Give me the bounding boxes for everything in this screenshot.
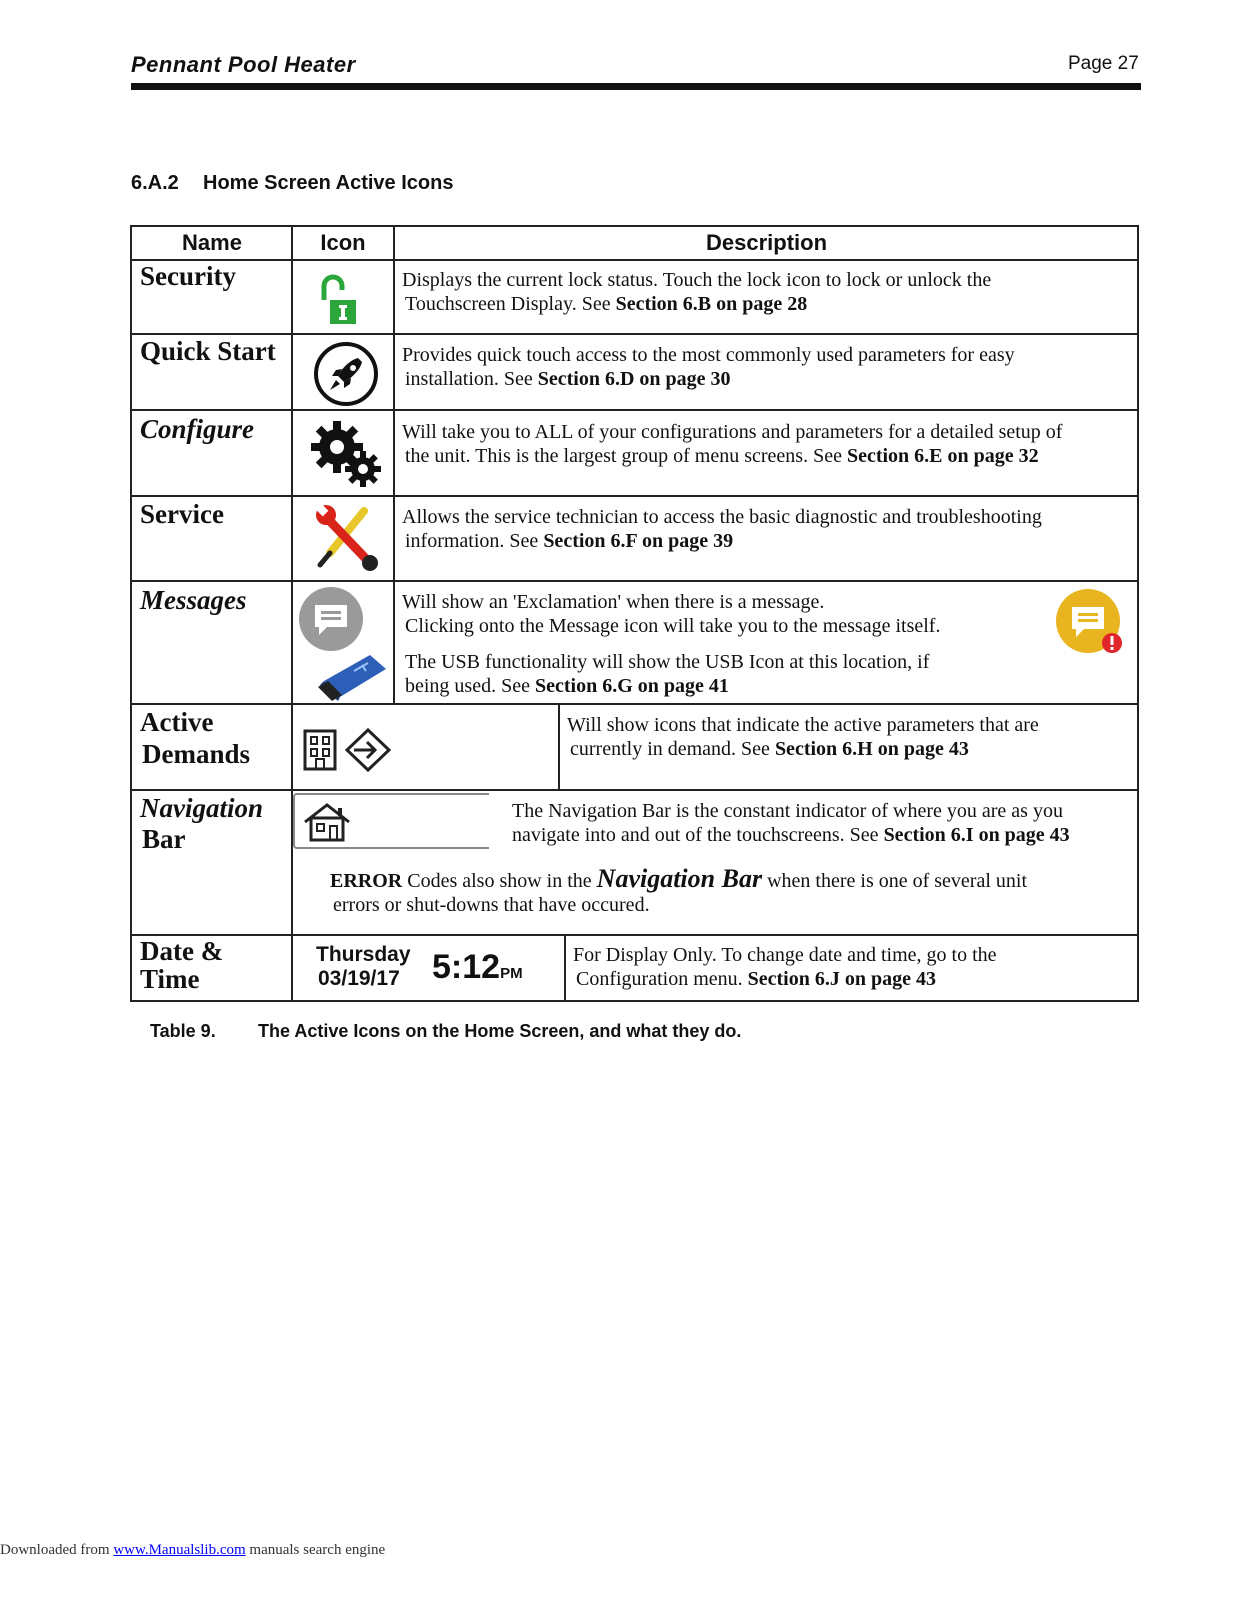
section-ref-6b[interactable]: Section 6.B on page 28 — [615, 293, 808, 315]
row-desc-messages: Will show an 'Exclamation' when there is a message. Clicking onto the Message icon will take you to the message itself. The USB functionality will show the USB Icon at this location, if being used. See Section 6.G on page 41 — [402, 591, 941, 697]
section-ref-6h[interactable]: Section 6.H on page 43 — [774, 738, 969, 760]
section-ref-6g[interactable]: Section 6.G on page 41 — [534, 675, 729, 697]
message-alert-icon[interactable] — [1054, 587, 1126, 659]
table-caption — [150, 1021, 741, 1042]
row-name-date-time: Date & Time — [140, 936, 224, 994]
row-name-messages: Messages — [140, 585, 247, 615]
download-footer: Downloaded from www.Manualslib.com manuals search engine — [0, 1542, 386, 1558]
section-ref-6d[interactable]: Section 6.D on page 30 — [537, 368, 731, 390]
home-icon[interactable] — [302, 802, 352, 842]
section-ref-6e[interactable]: Section 6.E on page 32 — [846, 445, 1039, 467]
manualslib-link[interactable]: www.Manualslib.com — [113, 1542, 246, 1558]
section-number: 6.A.2 — [131, 172, 179, 194]
section-heading — [131, 172, 453, 195]
wrench-screwdriver-icon[interactable] — [312, 501, 382, 573]
header-rule — [131, 83, 1141, 90]
active-icons-table — [130, 225, 1139, 1002]
table-caption-label: Table 9. — [150, 1021, 216, 1041]
header-title: Pennant Pool Heater — [131, 52, 356, 77]
row-desc-navigation-bar: The Navigation Bar is the constant indicator of where you are as you navigate into and out of the touchscreens. See Section 6.I on page 43 — [512, 800, 1070, 846]
row-name-quick-start: Quick Start — [140, 336, 276, 366]
table-caption-text: The Active Icons on the Home Screen, and what they do. — [258, 1021, 742, 1041]
row-desc-configure: Will take you to ALL of your configurations and parameters for a detailed setup of the unit. This is the largest group of menu screens. See Section 6.E on page 32 — [402, 421, 1063, 467]
section-title: Home Screen Active Icons — [203, 172, 454, 194]
page-number: Page 27 — [1068, 53, 1139, 74]
column-header-name: Name — [182, 230, 242, 255]
usb-icon[interactable] — [314, 647, 392, 703]
gears-icon[interactable] — [307, 417, 385, 489]
row-desc-quick-start: Provides quick touch access to the most commonly used parameters for easy installation. See Section 6.D on page 30 — [402, 344, 1015, 390]
column-header-description: Description — [705, 230, 828, 255]
section-ref-6f[interactable]: Section 6.F on page 39 — [543, 530, 734, 552]
rocket-icon[interactable] — [312, 340, 380, 408]
section-ref-6j[interactable]: Section 6.J on page 43 — [747, 968, 936, 990]
input-arrow-icon[interactable] — [344, 727, 392, 773]
row-name-service: Service — [140, 499, 224, 529]
row-desc-security: Displays the current lock status. Touch the lock icon to lock or unlock the Touchscreen Display. See Section 6.B on page 28 — [402, 269, 992, 315]
row-name-navigation-bar: Navigation Bar — [140, 793, 264, 854]
row-desc-service: Allows the service technician to access the basic diagnostic and troubleshooting information. See Section 6.F on page 39 — [402, 506, 1042, 552]
row-name-configure: Configure — [140, 414, 255, 444]
row-desc-date-time: For Display Only. To change date and time, go to the Configuration menu. Section 6.J on page 43 — [573, 944, 997, 990]
column-header-icon: Icon — [320, 230, 366, 255]
building-icon[interactable] — [302, 727, 338, 771]
time-display: 5:12PM — [432, 948, 523, 986]
navigation-bar-error-note: ERROR Codes also show in the Navigation Bar when there is one of several unit errors or shut-downs that have occured. — [330, 864, 1028, 916]
row-name-security: Security — [140, 261, 236, 291]
lock-icon[interactable] — [316, 272, 366, 328]
day-display: Thursday — [316, 943, 411, 966]
row-name-active-demands: Active Demands — [140, 707, 251, 769]
date-display: 03/19/17 — [318, 967, 400, 990]
section-ref-6i[interactable]: Section 6.I on page 43 — [883, 824, 1070, 846]
row-desc-active-demands: Will show icons that indicate the active parameters that are currently in demand. See Section 6.H on page 43 — [567, 714, 1039, 760]
message-icon[interactable] — [297, 585, 365, 653]
